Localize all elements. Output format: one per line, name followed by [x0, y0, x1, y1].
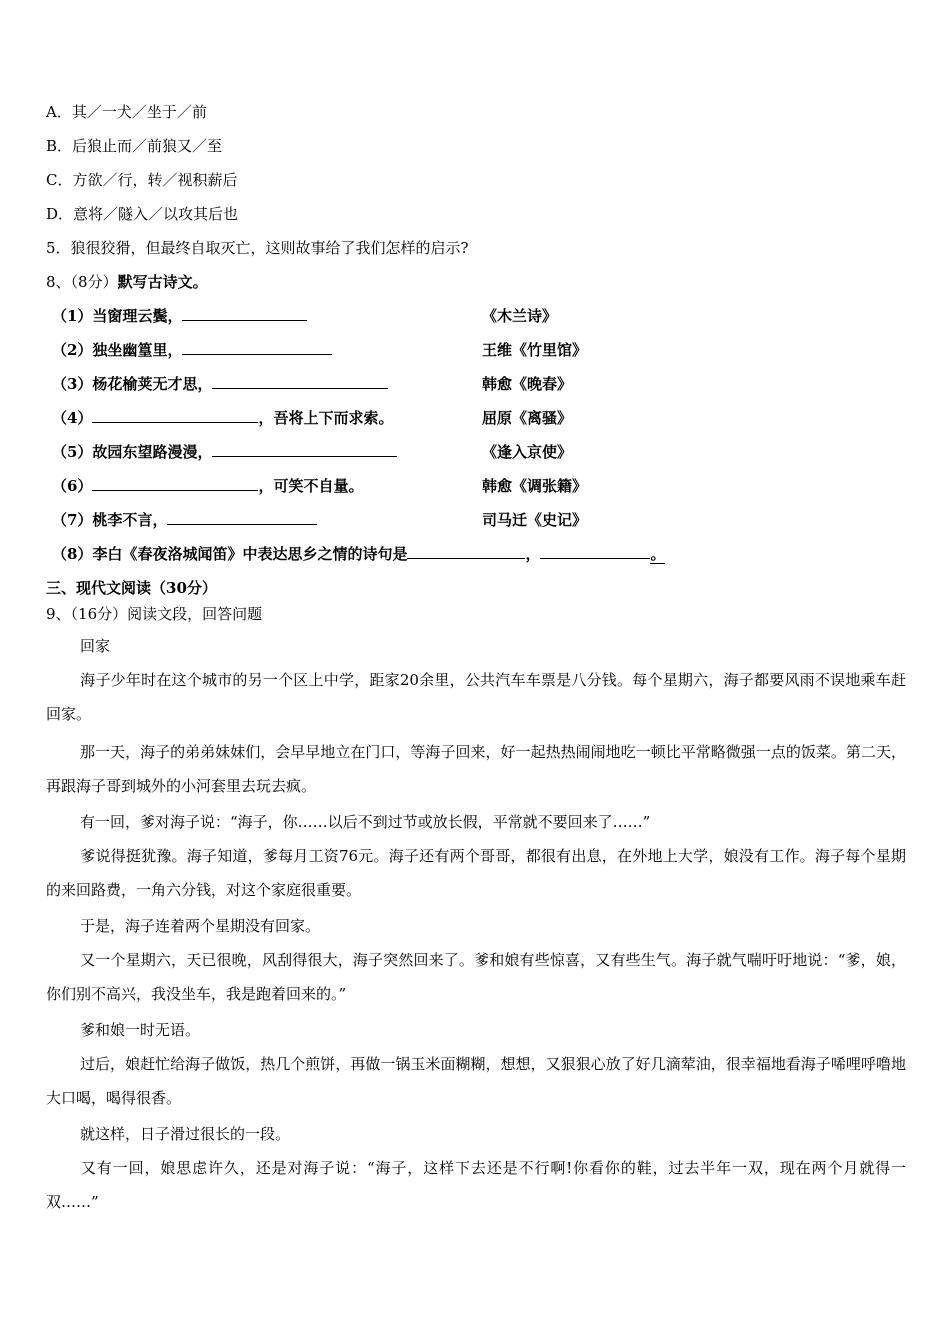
story-paragraph [46, 805, 906, 839]
paragraph-text: 过后，娘赶忙给海子做饭，热几个煎饼，再做一锅玉米面糊糊，想想，又狠狠心放了好几滴荤油，很幸福地看海子唏哩呼噜地大口喝，喝得很香。 [46, 1055, 906, 1107]
poem-item-end: 。 [650, 545, 666, 563]
option-c: C．方欲／行，转／视积薪后 [46, 171, 238, 189]
paragraph-text: 爹说得挺犹豫。海子知道，爹每月工资76元。海子还有两个哥哥，都很有出息，在外地上大学，娘没有工作。海子每个星期的来回路费，一角六分钱，对这个家庭很重要。 [46, 847, 906, 899]
poem-source: 屈原《离骚》 [482, 409, 573, 427]
poem-item-4 [52, 408, 393, 428]
poem-source: 司马迁《史记》 [482, 511, 588, 529]
poem-item-1 [52, 306, 307, 326]
poem-item-8 [52, 544, 665, 564]
poem-item-separator: ， [525, 545, 541, 563]
story-paragraph [46, 909, 906, 943]
paragraph-text: 爹和娘一时无语。 [80, 1021, 201, 1039]
paragraph-text: 有一回，爹对海子说：“海子，你……以后不到过节或放长假，平常就不要回来了……” [80, 813, 651, 831]
answer-blank[interactable] [212, 442, 397, 457]
paragraph-text: 海子少年时在这个城市的另一个区上中学，距家20余里，公共汽车车票是八分钱。每个星期六，海子都要风雨不误地乘车赶回家。 [46, 671, 906, 723]
answer-blank[interactable] [167, 510, 317, 525]
paragraph-text: 于是，海子连着两个星期没有回家。 [80, 917, 321, 935]
story-paragraph [46, 1047, 906, 1115]
option-b: B．后狼止而／前狼又／至 [46, 137, 223, 155]
poem-source: 韩愈《晚春》 [482, 375, 573, 393]
story-paragraph [46, 943, 906, 1011]
option-d: D．意将／隧入／以攻其后也 [46, 205, 239, 223]
poem-item-text: （5）故园东望路漫漫， [52, 443, 213, 461]
story-title: 回家 [80, 637, 111, 655]
poem-item-text: （8）李白《春夜洛城闻笛》中表达思乡之情的诗句是 [52, 545, 408, 563]
section-3-heading: 三、现代文阅读（30分） [46, 579, 217, 597]
poem-source: 韩愈《调张籍》 [482, 477, 588, 495]
answer-blank[interactable] [540, 544, 650, 559]
poem-source: 《木兰诗》 [482, 307, 558, 325]
question-8-heading [46, 272, 208, 292]
story-paragraph [46, 839, 906, 907]
answer-blank[interactable] [212, 374, 388, 389]
paragraph-text: 那一天，海子的弟弟妹妹们，会早早地立在门口，等海子回来，好一起热热闹闹地吃一顿比平常略微强一点的饭菜。第二天，再跟海子哥到城外的小河套里去玩去疯。 [46, 743, 906, 795]
poem-item-text: （3）杨花榆荚无才思， [52, 375, 213, 393]
story-paragraph [46, 1013, 906, 1047]
poem-item-text: （6） [52, 477, 93, 495]
story-paragraph [46, 1117, 906, 1151]
question-5: 5．狼很狡猾，但最终自取灭亡，这则故事给了我们怎样的启示? [46, 239, 469, 257]
poem-source: 王维《竹里馆》 [482, 341, 588, 359]
poem-item-text: （7）桃李不言， [52, 511, 168, 529]
poem-source: 《逢入京使》 [482, 443, 573, 461]
paragraph-text: 又一个星期六，天已很晚，风刮得很大，海子突然回来了。爹和娘有些惊喜，又有些生气。海子就气喘吁吁地说：“爹，娘，你们别不高兴，我没坐车，我是跑着回来的。” [46, 951, 906, 1003]
poem-item-5 [52, 442, 397, 462]
poem-item-text: （4） [52, 409, 93, 427]
poem-item-2 [52, 340, 332, 360]
answer-blank[interactable] [92, 408, 258, 423]
poem-item-6 [52, 476, 363, 496]
story-paragraph [46, 663, 906, 731]
story-paragraph [46, 735, 906, 803]
question-8-number: 8、（8分） [46, 273, 118, 291]
question-9: 9、（16分）阅读文段，回答问题 [46, 605, 263, 623]
poem-item-text: ，可笑不自量。 [258, 477, 364, 495]
answer-blank[interactable] [407, 544, 525, 559]
poem-item-3 [52, 374, 388, 394]
answer-blank[interactable] [92, 476, 258, 491]
story-paragraph [46, 1151, 906, 1219]
question-8-title: 默写古诗文。 [117, 273, 208, 291]
option-a: A．其／一犬／坐于／前 [46, 103, 207, 121]
poem-item-7 [52, 510, 317, 530]
paragraph-text: 就这样，日子滑过很长的一段。 [80, 1125, 291, 1143]
poem-item-text: ，吾将上下而求索。 [258, 409, 394, 427]
poem-item-text: （2）独坐幽篁里， [52, 341, 183, 359]
paragraph-text: 又有一回，娘思虑许久，还是对海子说：“海子，这样下去还是不行啊!你看你的鞋，过去半年一双，现在两个月就得一双……” [46, 1159, 906, 1211]
answer-blank[interactable] [182, 306, 307, 321]
poem-item-text: （1）当窗理云鬓， [52, 307, 183, 325]
answer-blank[interactable] [182, 340, 332, 355]
